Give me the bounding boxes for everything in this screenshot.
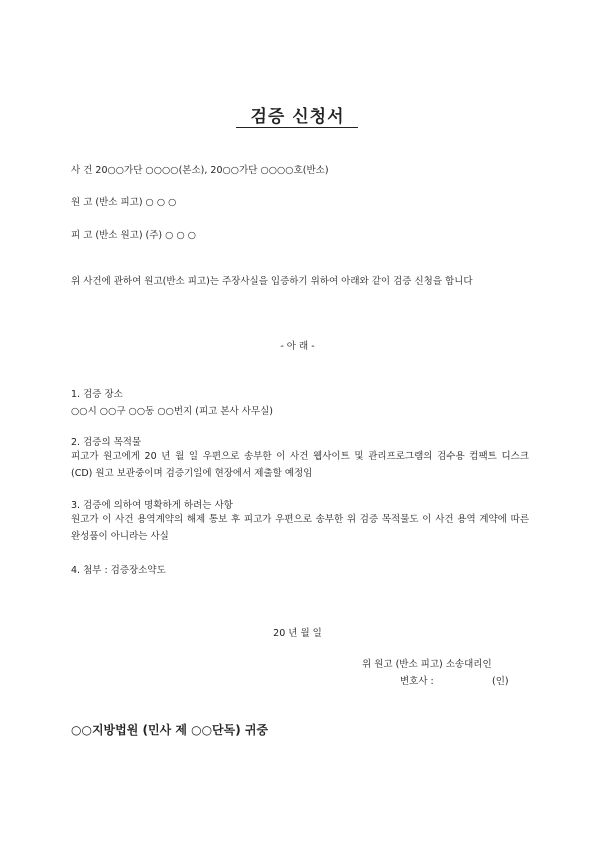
section-2-title: 2. 검증의 목적물 [71, 437, 142, 448]
section-4-title: 4. 첨부 : 검증장소약도 [71, 565, 166, 576]
seal-mark: (인) [492, 676, 509, 687]
section-3-title: 3. 검증에 의하여 명확하게 하려는 사항 [71, 500, 233, 511]
section-2-body: 피고가 원고에게 20 년 월 일 우편으로 송부한 이 사건 웹사이트 및 관리프로그램의 검수용 컴팩트 디스크 (CD) 원고 보관중이며 검증기일에 현장에서 제출할 예정임 [71, 451, 529, 479]
court-addressee: ○○지방법원 (민사 제 ○○단독) 귀중 [71, 723, 269, 737]
signer-line: 위 원고 (반소 피고) 소송대리인 [362, 659, 492, 670]
defendant-line: 피 고 (반소 원고) (주) ○ ○ ○ [71, 230, 197, 241]
document-title: 검증 신청서 [250, 107, 345, 127]
intro-paragraph: 위 사건에 관하여 원고(반소 피고)는 주장사실을 입증하기 위하여 아래와 같이 검증 신청을 합니다 [71, 276, 473, 287]
section-3-body: 원고가 이 사건 용역계약의 해제 통보 후 피고가 우편으로 송부한 위 검증 목적물도 이 사건 용역 계약에 따른 완성품이 아니라는 사실 [71, 514, 529, 542]
section-1-title: 1. 검증 장소 [71, 389, 123, 400]
date-line: 20 년 월 일 [273, 628, 322, 639]
case-line: 사 건 20○○가단 ○○○○(본소), 20○○가단 ○○○○호(반소) [71, 165, 329, 176]
section-1-body: ○○시 ○○구 ○○동 ○○번지 (피고 본사 사무실) [71, 406, 273, 417]
lawyer-label: 변호사 : [400, 676, 434, 687]
plaintiff-line: 원 고 (반소 피고) ○ ○ ○ [71, 197, 177, 208]
section-heading: - 아 래 - [280, 341, 315, 352]
title-underline [236, 127, 358, 128]
